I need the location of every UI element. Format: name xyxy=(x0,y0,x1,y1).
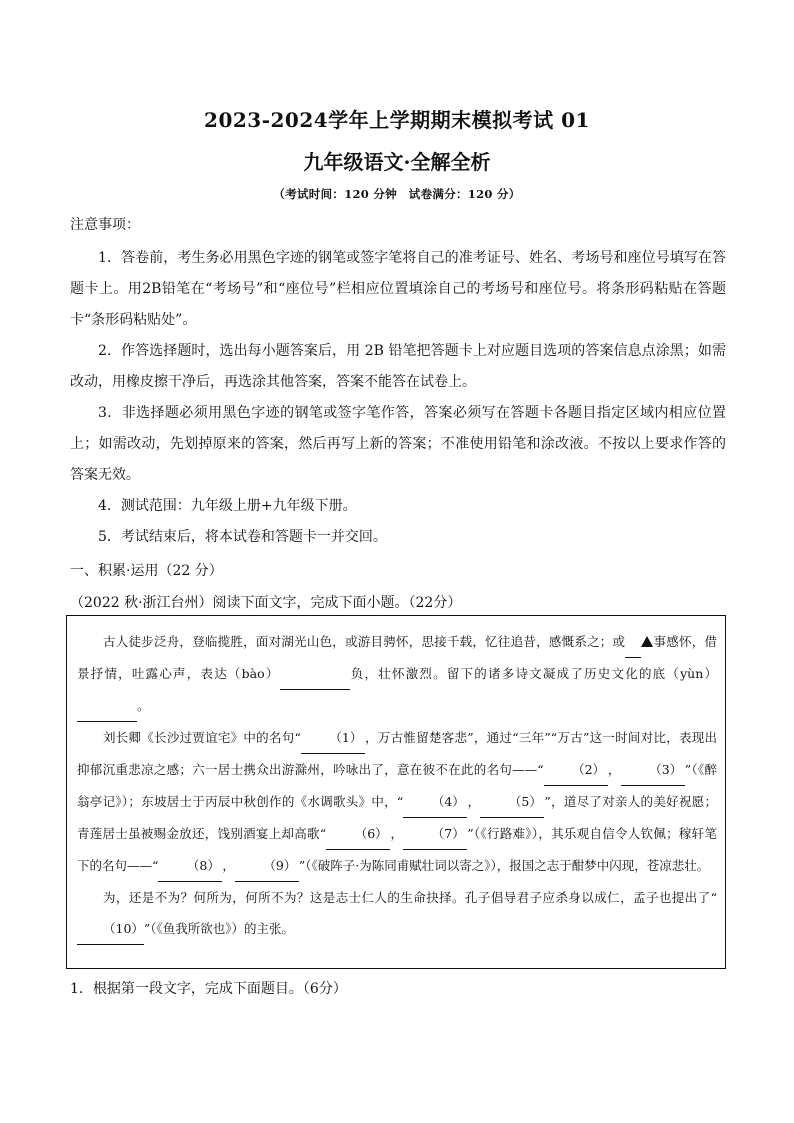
answer-blank-triangle[interactable] xyxy=(625,626,641,658)
question-intro: （2022 秋·浙江台州）阅读下面文字，完成下面小题。（22分） xyxy=(70,595,462,611)
answer-blank-7[interactable]: （7） xyxy=(403,818,467,850)
exam-time-note: （考试时间：120 分钟 试卷满分：120 分） xyxy=(273,187,521,201)
passage-text-segment: ”（《破阵子·为陈同甫赋壮词以寄之》），报国之志于酣梦中闪现，苍凉悲壮。 xyxy=(298,858,710,873)
answer-blank-yun[interactable] xyxy=(77,690,137,722)
passage-text-segment: 为，还是不为？何所为，何所不为？这是志士仁人的生命抉择。孔子倡导君子应杀身以成仁，孟子也提出了“ xyxy=(103,890,717,905)
passage-text-segment: 刘长卿《长沙过贾谊宅》中的名句“ xyxy=(103,730,301,745)
passage-box xyxy=(66,615,726,969)
passage-text-segment: 。 xyxy=(137,698,150,713)
answer-blank-6[interactable]: （6） xyxy=(326,818,390,850)
exam-subtitle: 九年级语文·全解全析 xyxy=(303,150,491,174)
exam-title: 2023-2024学年上学期期末模拟考试 01 xyxy=(204,108,590,132)
passage-text xyxy=(77,626,717,945)
passage-text-segment: ， xyxy=(467,794,481,809)
passage-text-segment: ， xyxy=(390,826,404,841)
passage-text-segment: 负，壮怀激烈。留下的诸多诗文凝成了历史文化的底（yùn） xyxy=(349,666,717,681)
answer-blank-10[interactable]: （10） xyxy=(77,913,144,945)
notice-heading: 注意事项： xyxy=(70,217,140,233)
answer-blank-2[interactable]: （2） xyxy=(544,754,608,786)
passage-paragraph-1 xyxy=(77,626,717,722)
answer-blank-1[interactable]: （1） xyxy=(301,722,365,754)
passage-paragraph-2 xyxy=(77,722,717,882)
passage-text-segment: ”（《鱼我所欲也》）的主张。 xyxy=(143,921,295,936)
passage-paragraph-3 xyxy=(77,882,717,945)
notice-item-5: 5．考试结束后，将本试卷和答题卡一并交回。 xyxy=(98,529,387,545)
answer-blank-5[interactable]: （5） xyxy=(480,786,544,818)
passage-text-segment: ”（《醉翁亭记》）；东坡居士于丙辰中秋创作的《水调歌头》中，“ xyxy=(77,762,717,809)
passage-text-segment: ， xyxy=(607,762,621,777)
passage-text-segment: ， xyxy=(222,858,235,873)
triangle-icon xyxy=(641,636,653,647)
answer-blank-8[interactable]: （8） xyxy=(158,850,222,882)
passage-text-segment: ，万古惟留楚客悲”，通过“三年”“万古”这一时间对比，表现出抑郁沉重悲凉之感；六一居士携众出游滁州，吟咏出了，意在彼不在此的名句——“ xyxy=(77,730,718,777)
passage-text-segment: ”（《行路难》），其乐观自信令人钦佩；稼轩笔下的名句——“ xyxy=(77,826,717,873)
sub-question-1: 1．根据第一段文字，完成下面题目。（6分） xyxy=(70,981,347,997)
passage-text-segment: 事感怀，借景抒情，吐露心声，表达（bào） xyxy=(77,634,717,681)
notice-item-3: 3．非选择题必须用黑色字迹的钢笔或签字笔作答，答案必须写在答题卡各题目指定区域内相应位置上；如需改动，先划掉原来的答案，然后再写上新的答案；不准使用铅笔和涂改液。不按以上要求作答的答案无效。 xyxy=(70,405,726,483)
answer-blank-9[interactable]: （9） xyxy=(235,850,299,882)
passage-text-segment: ”，道尽了对亲人的美好祝愿；青莲居士虽被赐金放还，饯别酒宴上却高歌“ xyxy=(77,794,717,841)
notice-item-4: 4．测试范围：九年级上册+九年级下册。 xyxy=(98,498,357,514)
notice-item-2: 2．作答选择题时，选出每小题答案后，用 2B 铅笔把答题卡上对应题目选项的答案信息点涂黑；如需改动，用橡皮擦干净后，再选涂其他答案，答案不能答在试卷上。 xyxy=(70,343,726,390)
passage-text-segment: 古人徒步泛舟，登临揽胜，面对湖光山色，或游目骋怀，思接千载，忆往追昔，感慨系之；或 xyxy=(103,634,626,649)
answer-blank-4[interactable]: （4） xyxy=(403,786,467,818)
answer-blank-bao[interactable] xyxy=(280,658,350,690)
section-heading: 一、积累·运用（22 分） xyxy=(70,563,223,579)
notice-item-1: 1．答卷前，考生务必用黑色字迹的钢笔或签字笔将自己的准考证号、姓名、考场号和座位号填写在答题卡上。用2B铅笔在“考场号”和“座位号”栏相应位置填涂自己的考场号和座位号。将条形码粘贴在答题卡“条形码粘贴处”。 xyxy=(70,250,726,328)
answer-blank-3[interactable]: （3） xyxy=(621,754,685,786)
